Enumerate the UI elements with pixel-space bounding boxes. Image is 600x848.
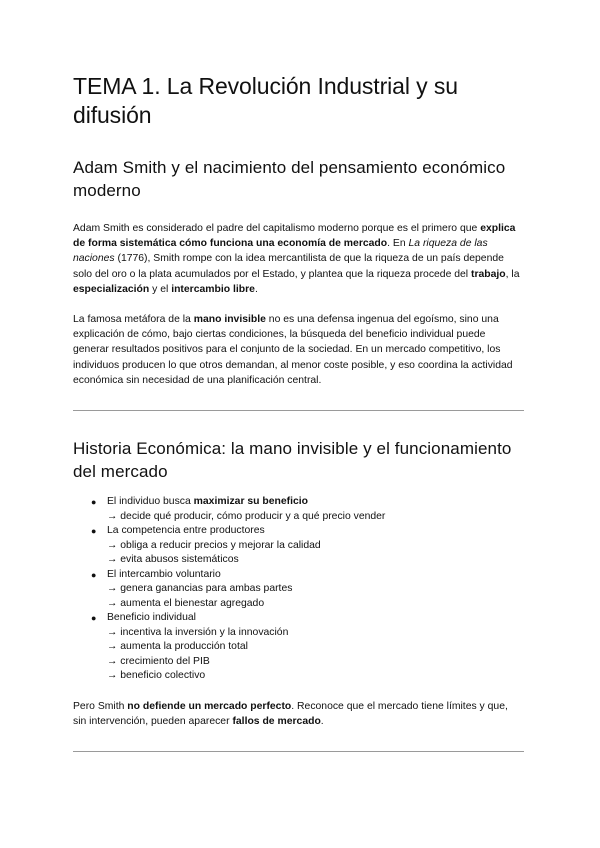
- section-divider: [73, 410, 524, 411]
- paragraph-intro: Adam Smith es considerado el padre del capitalismo moderno porque es el primero que explica de forma sistemática cómo funciona una economía de mercado. En La riqueza de las naciones (1776), Smith rompe con la idea mercantilista de que la riqueza de un país depende solo del oro o la plata acumulados por el Estado, y plantea que la riqueza procede del trabajo, la especialización y el intercambio libre.: [73, 223, 520, 295]
- paragraph-invisible-hand: La famosa metáfora de la mano invisible no es una defensa ingenua del egoísmo, sino una explicación de cómo, bajo ciertas condiciones, la búsqueda del beneficio individual puede generar resultados positivos para el conjunto de la sociedad. En un mercado competitivo, los individuos producen lo que otros demandan, al menor coste posible, y eso coordina la actividad económica sin necesidad de una planificación central.: [73, 314, 513, 386]
- list-subitem: → crecimiento del PIB: [107, 655, 210, 667]
- list-item: ● El intercambio voluntario → genera ganancias para ambas partes → aumenta el bienestar agregado: [91, 568, 524, 612]
- list-subitem: → aumenta la producción total: [107, 641, 248, 653]
- list-subitem: → evita abusos sistemáticos: [107, 554, 239, 566]
- bullet-icon: ●: [91, 613, 97, 624]
- page-title: TEMA 1. La Revolución Industrial y su difusión: [73, 73, 458, 128]
- bullet-list: [73, 495, 524, 684]
- section-heading-historia-economica: Historia Económica: la mano invisible y el funcionamiento del mercado: [73, 439, 512, 482]
- section-heading-adam-smith: Adam Smith y el nacimiento del pensamiento económico moderno: [73, 158, 506, 200]
- bullet-icon: ●: [91, 569, 97, 580]
- list-item: ● Beneficio individual → incentiva la inversión y la innovación → aumenta la producción total → crecimiento del PIB → beneficio colectivo: [91, 611, 524, 684]
- list-subitem: → decide qué producir, cómo producir y a qué precio vender: [107, 510, 386, 522]
- list-subitem: → aumenta el bienestar agregado: [107, 597, 265, 609]
- section-divider: [73, 751, 524, 752]
- list-item: ● La competencia entre productores → obliga a reducir precios y mejorar la calidad → evita abusos sistemáticos: [91, 524, 524, 568]
- bullet-icon: ●: [91, 497, 97, 508]
- list-subitem: → beneficio colectivo: [107, 670, 206, 682]
- paragraph-closing: Pero Smith no defiende un mercado perfecto. Reconoce que el mercado tiene límites y que, sin intervención, pueden aparecer fallos de mercado.: [73, 700, 508, 727]
- list-subitem: → incentiva la inversión y la innovación: [107, 626, 289, 638]
- bullet-icon: ●: [91, 526, 97, 537]
- book-title: La riqueza de las naciones: [73, 238, 488, 265]
- list-subitem: → obliga a reducir precios y mejorar la calidad: [107, 539, 321, 551]
- list-item: ● El individuo busca maximizar su beneficio → decide qué producir, cómo producir y a qué precio vender: [91, 495, 524, 524]
- list-subitem: → genera ganancias para ambas partes: [107, 583, 293, 595]
